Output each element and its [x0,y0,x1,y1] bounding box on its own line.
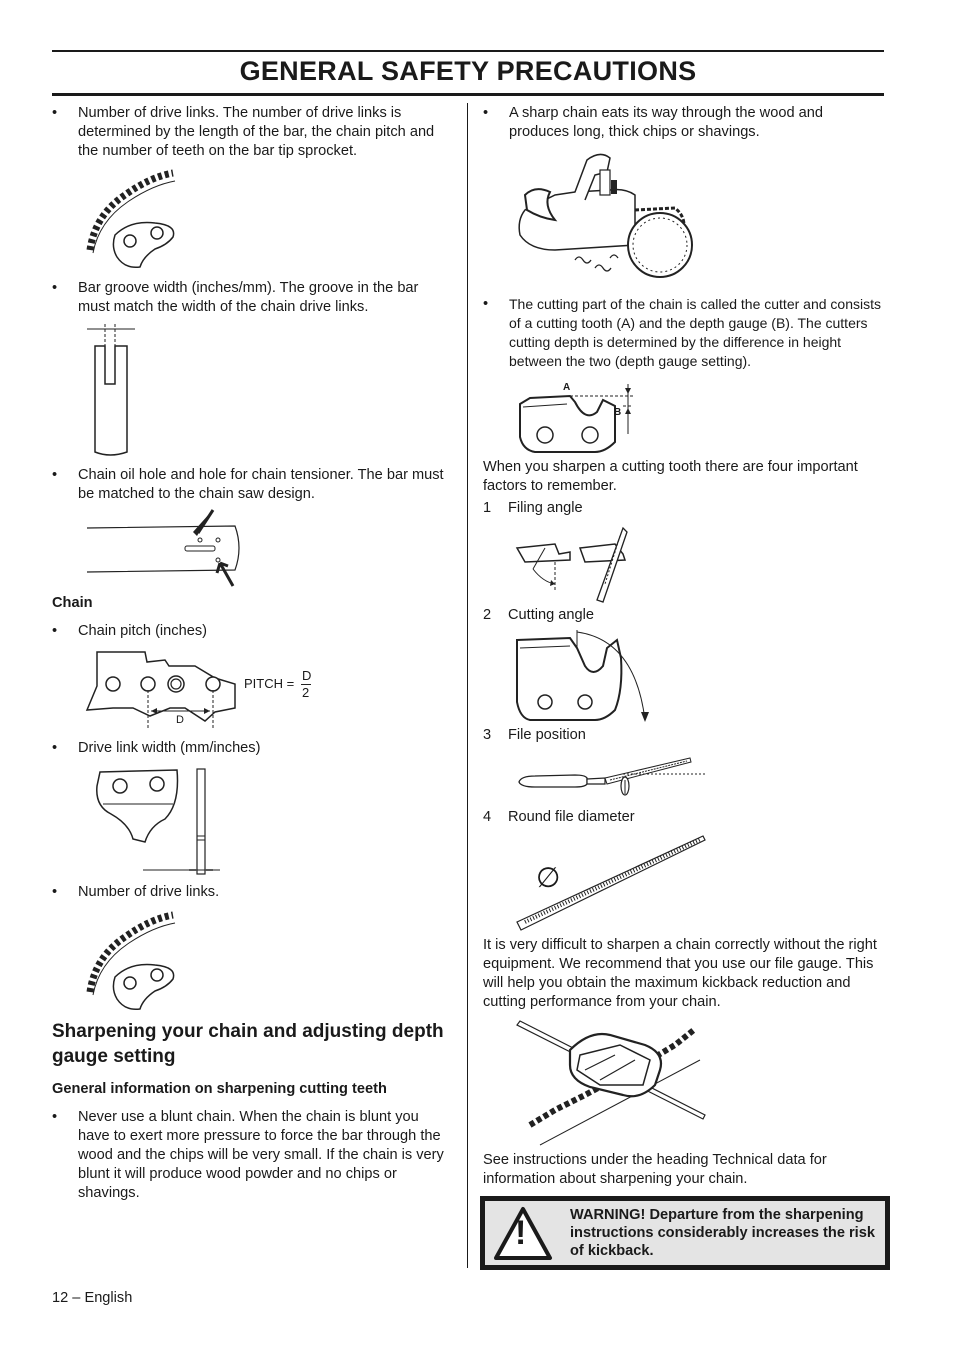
pitch-formula-denominator: 2 [302,685,310,700]
filing-angle-illustration [515,524,645,606]
drive-link-width-illustration [85,764,230,879]
chain-drive-links-illustration [85,165,185,275]
warning-box [480,1196,890,1270]
page-title: GENERAL SAFETY PRECAUTIONS [239,56,697,86]
paragraph-four-factors: When you sharpen a cutting tooth there are four important factors to remember. [483,459,858,494]
column-divider [467,103,468,1268]
bar-oil-hole-illustration [85,508,250,593]
pitch-formula-label: PITCH = [244,676,295,691]
warning-exclamation: ! [515,1214,527,1252]
warning-text: WARNING! Departure from the sharpening instructions considerably increases the risk of kickback. [570,1207,875,1259]
pitch-d-label: D [176,714,184,726]
paragraph-equipment: It is very difficult to sharpen a chain correctly without the right equipment. We recommend that you use our file gauge. This will help you obtain the maximum kickback reduction and cutting performance from your chain. [483,937,877,1010]
chain-pitch-illustration [85,646,245,731]
paragraph-technical-data: See instructions under the heading Technical data for information about sharpening your chain. [483,1152,827,1187]
section-heading-sharpening: Sharpening your chain and adjusting depth gauge setting [52,1021,444,1067]
cutting-angle-illustration [515,630,655,725]
chainsaw-cutting-illustration [515,150,695,285]
label-b: B [614,407,622,418]
title-underline [52,93,884,96]
label-a: A [563,382,571,393]
diameter-symbol: ∅ [536,862,561,893]
bar-groove-illustration [85,324,145,459]
subheading-general-info: General information on sharpening cutting teeth [52,1081,387,1097]
file-position-illustration [515,750,710,808]
pitch-formula-numerator: D [302,668,312,683]
chain-drive-links-illustration-2 [85,907,185,1017]
chain-heading: Chain [52,595,93,611]
file-gauge-illustration [515,1015,705,1150]
page-footer: 12 – English [52,1290,133,1306]
top-rule [52,50,884,52]
cutter-tooth-depth-gauge-illustration [515,382,640,460]
warning-box-inner [485,1201,885,1265]
